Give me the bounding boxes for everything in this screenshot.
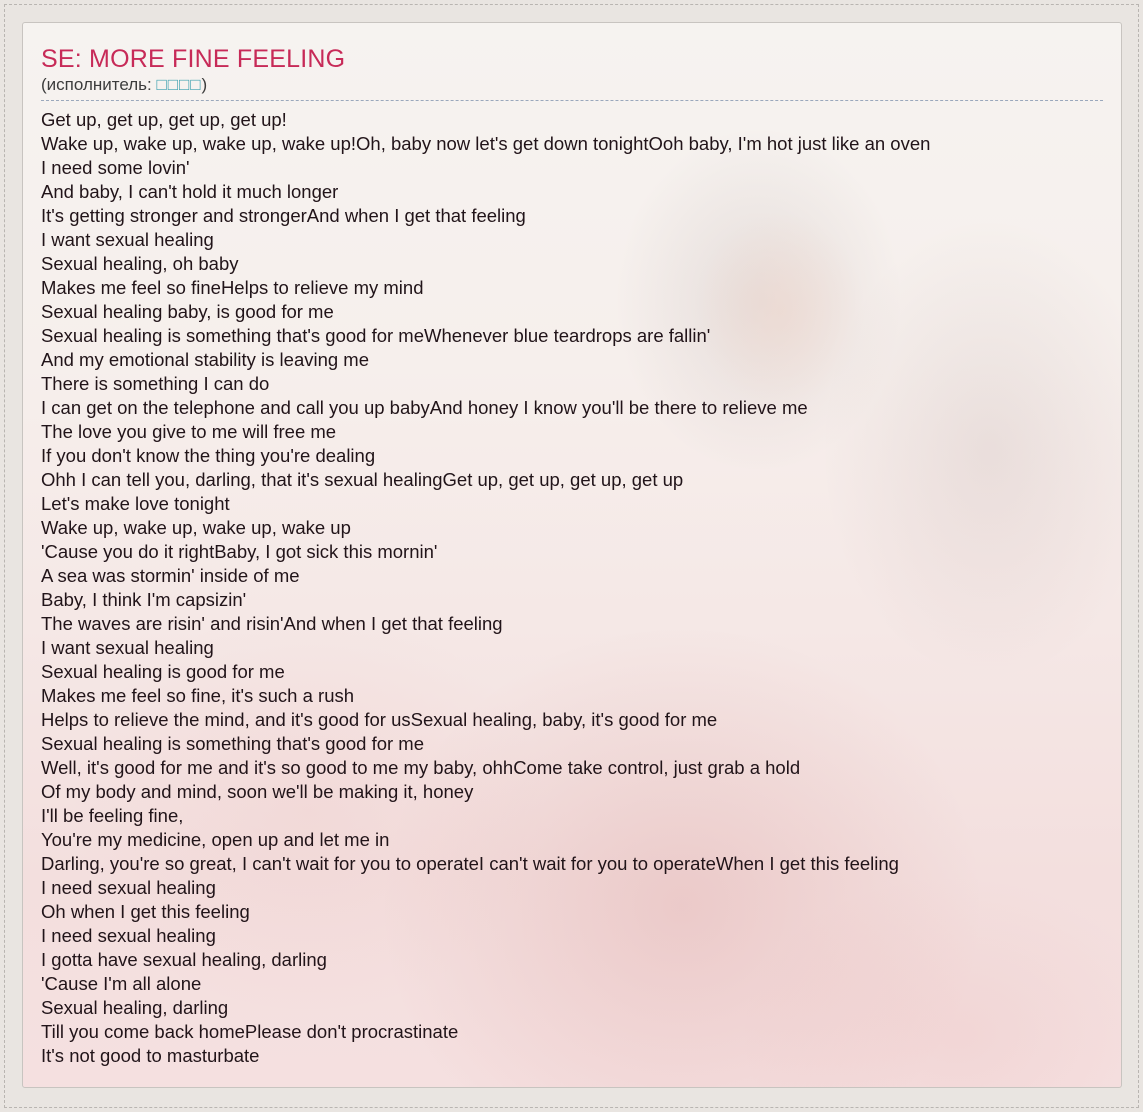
lyric-line: Let's make love tonight bbox=[41, 493, 230, 514]
lyric-line: 'Cause you do it rightBaby, I got sick this mornin' bbox=[41, 541, 438, 562]
lyric-line: Well, it's good for me and it's so good to me my baby, ohhCome take control, just grab a hold bbox=[41, 757, 801, 778]
lyric-line: Of my body and mind, soon we'll be making it, honey bbox=[41, 781, 474, 802]
lyric-line: I can get on the telephone and call you up babyAnd honey I know you'll be there to relieve me bbox=[41, 397, 808, 418]
lyrics-card bbox=[22, 22, 1122, 1088]
lyric-line: Sexual healing is something that's good for meWhenever blue teardrops are fallin' bbox=[41, 325, 711, 346]
lyric-line: Sexual healing is good for me bbox=[41, 661, 285, 682]
lyric-line: It's not good to masturbate bbox=[41, 1045, 260, 1066]
lyric-line: Ohh I can tell you, darling, that it's sexual healingGet up, get up, get up, get up bbox=[41, 469, 684, 490]
artist-line-suffix: ) bbox=[201, 75, 208, 94]
lyric-line: I want sexual healing bbox=[41, 637, 214, 658]
lyric-line: If you don't know the thing you're dealing bbox=[41, 445, 376, 466]
lyric-line: 'Cause I'm all alone bbox=[41, 973, 202, 994]
lyric-line: Oh when I get this feeling bbox=[41, 901, 250, 922]
artist-line bbox=[41, 74, 1103, 101]
song-title: SE: MORE FINE FEELING bbox=[41, 45, 346, 73]
lyric-line: Helps to relieve the mind, and it's good for usSexual healing, baby, it's good for me bbox=[41, 709, 718, 730]
artist-link[interactable]: □□□□ bbox=[156, 75, 202, 94]
lyric-line: I need sexual healing bbox=[41, 925, 216, 946]
artist-label: (исполнитель: bbox=[41, 75, 157, 94]
lyric-line: Makes me feel so fineHelps to relieve my mind bbox=[41, 277, 424, 298]
lyric-line: And my emotional stability is leaving me bbox=[41, 349, 370, 370]
lyric-line: Wake up, wake up, wake up, wake up bbox=[41, 517, 351, 538]
lyric-line: Till you come back homePlease don't procrastinate bbox=[41, 1021, 459, 1042]
lyric-line: Baby, I think I'm capsizin' bbox=[41, 589, 247, 610]
lyric-line: Sexual healing, oh baby bbox=[41, 253, 239, 274]
lyric-line: Sexual healing is something that's good for me bbox=[41, 733, 425, 754]
lyric-line: Get up, get up, get up, get up! bbox=[41, 109, 287, 130]
lyric-line: Makes me feel so fine, it's such a rush bbox=[41, 685, 355, 706]
lyric-line: Darling, you're so great, I can't wait for you to operateI can't wait for you to operateWhen I get this feeling bbox=[41, 853, 899, 874]
lyric-line: Sexual healing baby, is good for me bbox=[41, 301, 334, 322]
lyric-line: And baby, I can't hold it much longer bbox=[41, 181, 339, 202]
lyric-line: It's getting stronger and strongerAnd when I get that feeling bbox=[41, 205, 526, 226]
lyric-line: I'll be feeling fine, bbox=[41, 805, 184, 826]
lyric-line: The love you give to me will free me bbox=[41, 421, 337, 442]
lyric-line: You're my medicine, open up and let me in bbox=[41, 829, 390, 850]
lyric-line: A sea was stormin' inside of me bbox=[41, 565, 300, 586]
lyric-line: I want sexual healing bbox=[41, 229, 214, 250]
lyrics-block bbox=[41, 101, 1103, 1068]
lyric-line: I need some lovin' bbox=[41, 157, 190, 178]
lyric-line: I gotta have sexual healing, darling bbox=[41, 949, 327, 970]
lyric-line: The waves are risin' and risin'And when I get that feeling bbox=[41, 613, 503, 634]
lyric-line: Sexual healing, darling bbox=[41, 997, 229, 1018]
lyric-line: I need sexual healing bbox=[41, 877, 216, 898]
lyric-line: There is something I can do bbox=[41, 373, 270, 394]
card-content bbox=[23, 23, 1121, 1068]
lyric-line: Wake up, wake up, wake up, wake up!Oh, baby now let's get down tonightOoh baby, I'm hot just like an oven bbox=[41, 133, 931, 154]
